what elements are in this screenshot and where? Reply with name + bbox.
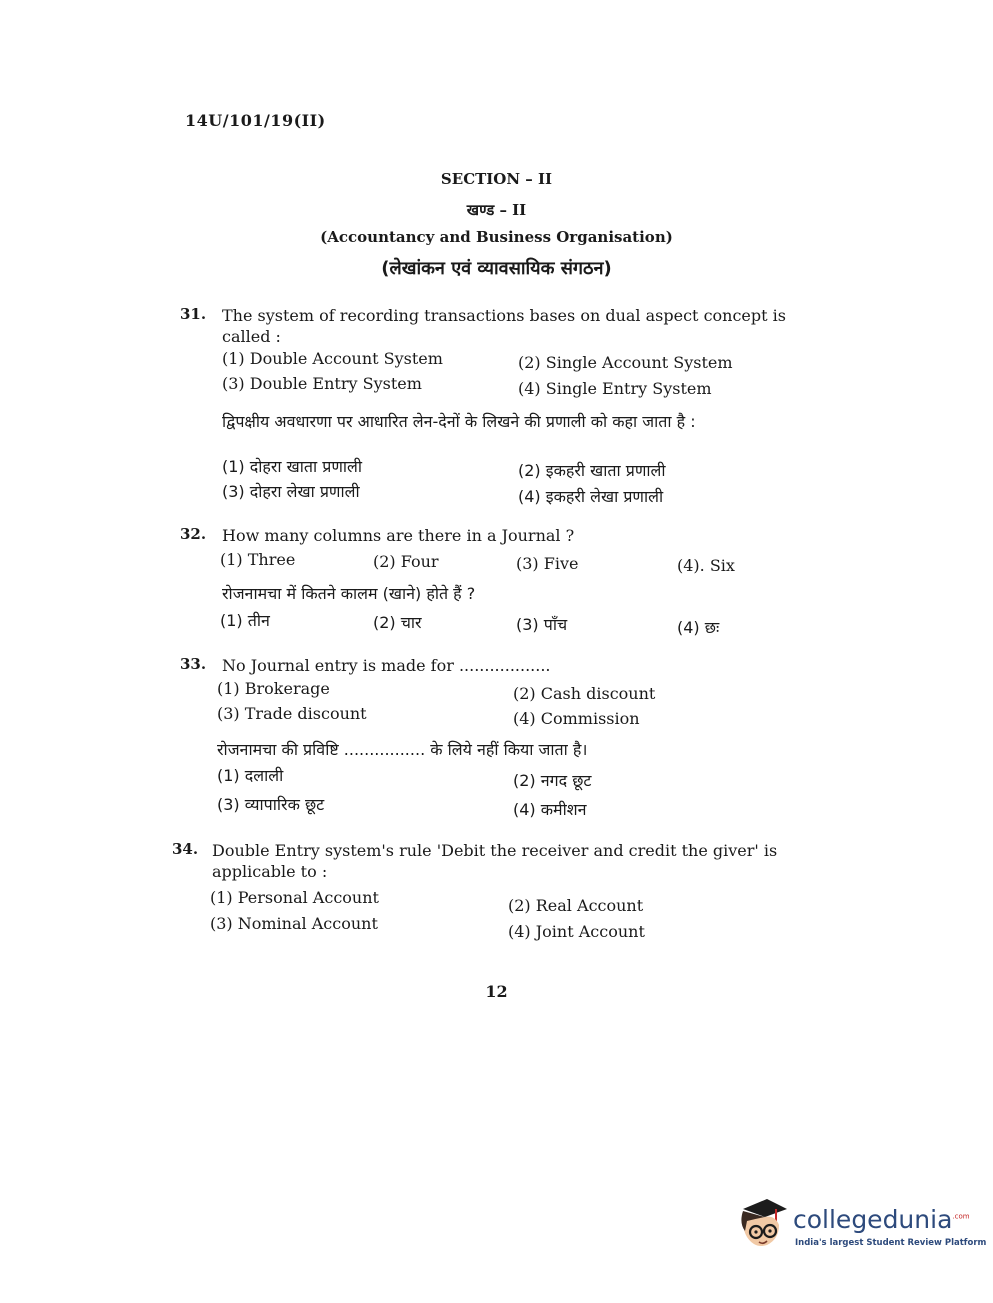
subject-title-hindi: (लेखांकन एवं व्यावसायिक संगठन) [381, 258, 612, 279]
logo-tagline: India's largest Student Review Platform [795, 1238, 987, 1248]
option-3: (3) Nominal Account [210, 914, 378, 933]
option-4: (4). Six [677, 556, 735, 575]
question-number: 33. [180, 655, 207, 673]
logo-wordmark: collegedunia$^{.com}$ [793, 1205, 970, 1234]
option-1-hindi: (1) दोहरा खाता प्रणाली [222, 457, 363, 476]
subject-title: (Accountancy and Business Organisation) [320, 228, 673, 246]
question-33 [180, 655, 820, 820]
student-mascot-icon [735, 1197, 791, 1257]
option-3-hindi: (3) व्यापारिक छूट [217, 795, 325, 814]
option-1-hindi: (1) दलाली [217, 766, 284, 785]
option-2-hindi: (2) चार [373, 613, 422, 632]
question-text: How many columns are there in a Journal ? [222, 526, 575, 545]
option-1-hindi: (1) तीन [220, 611, 270, 630]
question-34 [172, 840, 812, 950]
paper-code: 14U/101/19(II) [185, 111, 326, 130]
option-2-hindi: (2) इकहरी खाता प्रणाली [518, 461, 666, 480]
option-3: (3) Trade discount [217, 704, 367, 723]
question-32 [180, 525, 820, 640]
option-4: (4) Single Entry System [518, 379, 712, 398]
option-2: (2) Single Account System [518, 353, 733, 372]
option-2: (2) Four [373, 552, 439, 571]
option-4: (4) Joint Account [508, 922, 645, 941]
option-3-hindi: (3) दोहरा लेखा प्रणाली [222, 482, 360, 501]
section-title-hindi: खण्ड – II [466, 201, 527, 219]
option-4-hindi: (4) छः [677, 618, 720, 637]
question-text-hindi: द्विपक्षीय अवधारणा पर आधारित लेन-देनों के लिखने की प्रणाली को कहा जाता है : [222, 412, 696, 431]
option-1: (1) Double Account System [222, 349, 443, 368]
question-31 [180, 305, 820, 505]
question-number: 34. [172, 840, 199, 858]
collegedunia-logo [735, 1197, 987, 1257]
option-1: (1) Three [220, 550, 296, 569]
option-3: (3) Double Entry System [222, 374, 422, 393]
option-2: (2) Real Account [508, 896, 644, 915]
page-number: 12 [485, 982, 508, 1001]
option-3-hindi: (3) पाँच [516, 615, 568, 634]
option-1: (1) Personal Account [210, 888, 379, 907]
option-4: (4) Commission [513, 709, 640, 728]
option-4-hindi: (4) इकहरी लेखा प्रणाली [518, 487, 664, 506]
question-number: 31. [180, 305, 207, 323]
question-text-hindi: रोजनामचा में कितने कालम (खाने) होते हैं ? [222, 584, 476, 603]
option-2-hindi: (2) नगद छूट [513, 771, 592, 790]
question-text: No Journal entry is made for .................. [222, 656, 551, 675]
option-1: (1) Brokerage [217, 679, 330, 698]
question-text: The system of recording transactions bases on dual aspect concept is called : [222, 306, 786, 346]
option-4-hindi: (4) कमीशन [513, 800, 587, 819]
question-number: 32. [180, 525, 207, 543]
question-text: Double Entry system's rule 'Debit the receiver and credit the giver' is applicable to : [212, 841, 778, 881]
option-3: (3) Five [516, 554, 579, 573]
question-text-hindi: रोजनामचा की प्रविष्टि ................ के लिये नहीं किया जाता है। [217, 740, 588, 759]
section-title: SECTION – II [440, 170, 553, 188]
option-2: (2) Cash discount [513, 684, 656, 703]
